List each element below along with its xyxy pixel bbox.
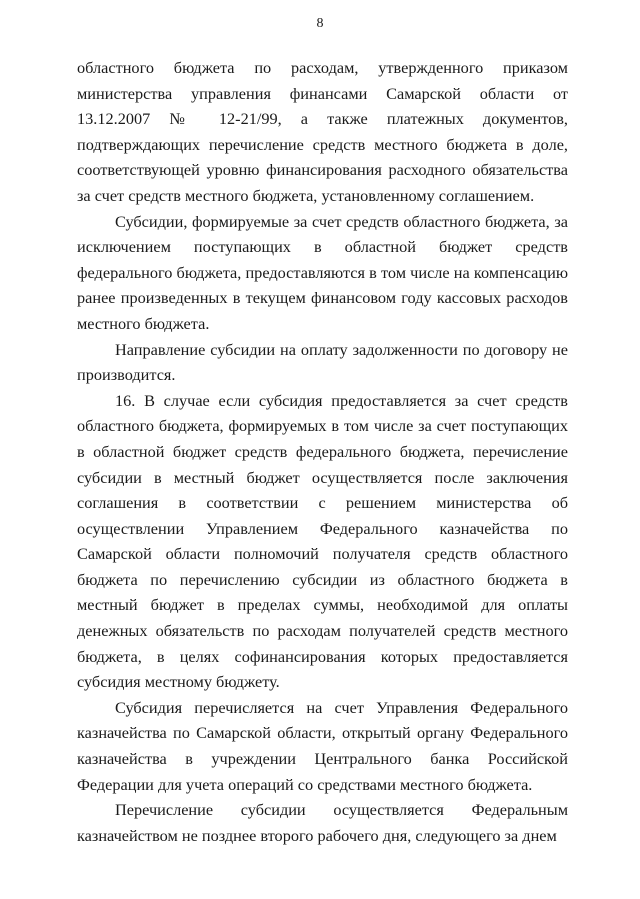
paragraph-clause-16: 16. В случае если субсидия предоставляется за счет средств областного бюджета, формируемых в том числе за счет поступающих в областной бюджет средств федерального бюджета, перечисление субсидии в местный бюджет осуществляется после заключения соглашения в соответствии с решением министерства об осуществлении Управлением Федерального казначейства по Самарской области полномочий получателя средств областного бюджета по перечислению субсидии из областного бюджета в местный бюджет в пределах суммы, необходимой для оплаты денежных обязательств по расходам получателей средств местного бюджета, в целях софинансирования которых предоставляется субсидия местному бюджету. [77,390,568,692]
paragraph-subsidies-compensation: Субсидии, формируемые за счет средств областного бюджета, за исключением поступающих в областной бюджет средств федерального бюджета, предоставляются в том числе на компенсацию ранее произведенных в текущем финансовом году кассовых расходов местного бюджета. [77,211,568,333]
paragraph-debt-payment: Направление субсидии на оплату задолженности по договору не производится. [77,339,568,385]
paragraph-subsidy-transfer: Субсидия перечисляется на счет Управления Федерального казначейства по Самарской области, открытый органу Федерального казначейства в учреждении Центрального банка Российской Федерации для учета операций со средствами местного бюджета. [77,697,568,794]
paragraph-continuation: областного бюджета по расходам, утвержденного приказом министерства управления финансами Самарской области от 13.12.2007 № 12-21/99, а также платежных документов, подтверждающих перечисление средств местного бюджета в доле, соответствующей уровню финансирования расходного обязательства за счет средств местного бюджета, установленному соглашением. [77,58,568,205]
document-body [77,55,568,848]
page-number: 8 [316,16,324,31]
paragraph-transfer-deadline: Перечисление субсидии осуществляется Федеральным казначейством не позднее второго рабочего дня, следующего за днем [77,800,568,845]
